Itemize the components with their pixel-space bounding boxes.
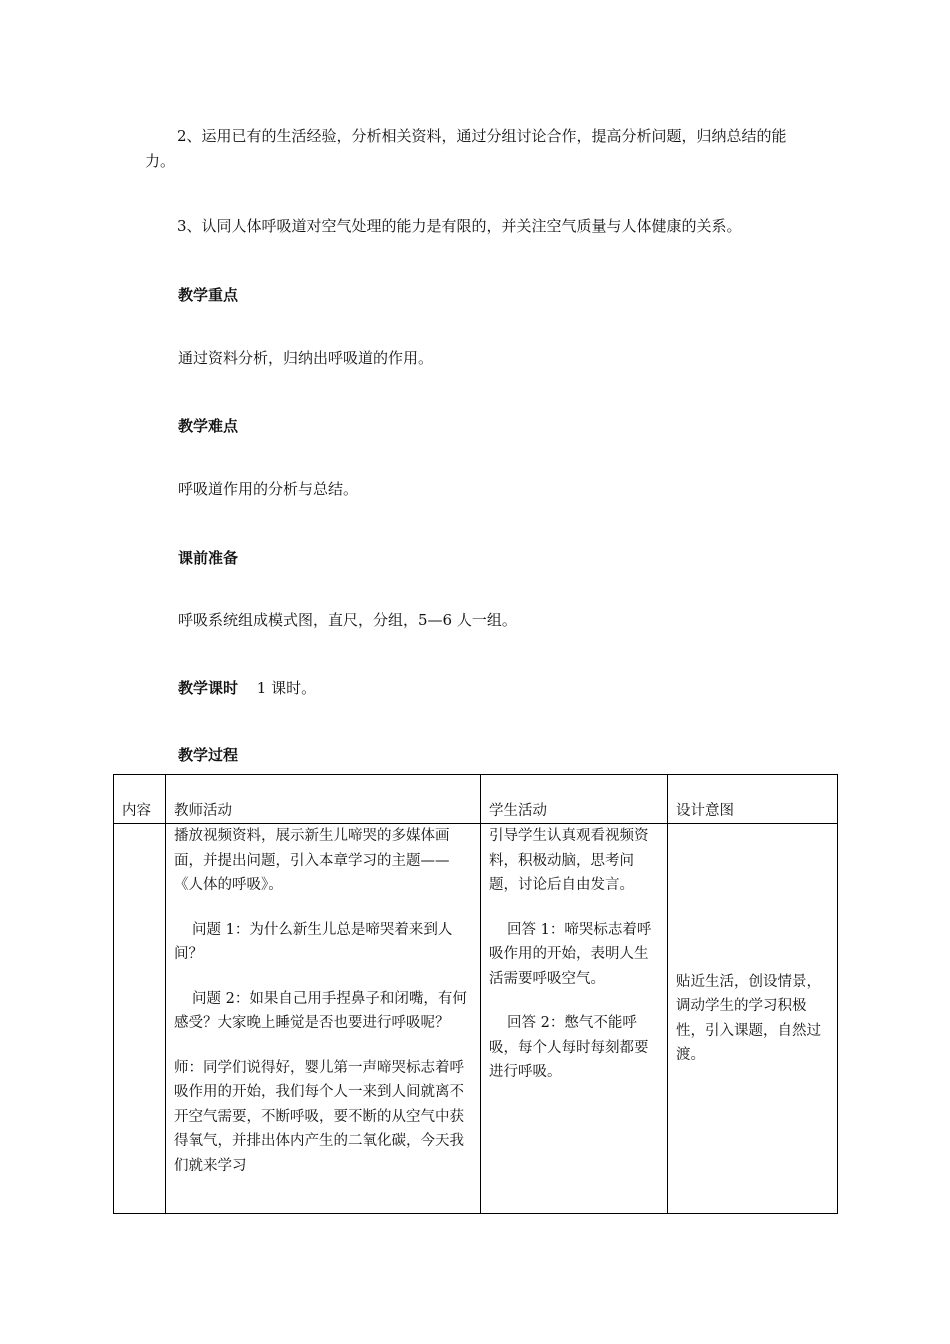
design-intent-text: 贴近生活，创设情景，调动学生的学习积极性，引入课题，自然过渡。: [676, 973, 821, 1063]
table-row: [114, 824, 838, 1214]
teacher-question-2: 问题 2：如果自己用手捏鼻子和闭嘴，有何感受？大家晚上睡觉是否也要进行呼吸呢？: [174, 990, 467, 1031]
teacher-activity-cell: [166, 824, 481, 1214]
student-answer-1: 回答 1：啼哭标志着呼吸作用的开始，表明人生活需要呼吸空气。: [489, 921, 652, 987]
hours-heading: 教学课时: [178, 679, 239, 697]
process-heading: 教学过程: [178, 746, 239, 764]
design-intent-cell: [668, 824, 838, 1214]
teacher-intro: 播放视频资料，展示新生儿啼哭的多媒体画面，并提出问题，引入本章学习的主题——《人体的呼吸》。: [174, 828, 450, 893]
teacher-question-1: 问题 1：为什么新生儿总是啼哭着来到人间？: [174, 921, 453, 962]
teacher-summary: 师：同学们说得好，婴儿第一声啼哭标志着呼吸作用的开始，我们每个人一来到人间就离不开空气需要，不断呼吸，要不断的从空气中获得氧气，并排出体内产生的二氧化碳，今天我们就来学习: [174, 1059, 464, 1174]
objective-2: 2、运用已有的生活经验，分析相关资料，通过分组讨论合作，提高分析问题，归纳总结的能力。: [145, 127, 787, 170]
table-header-row: [114, 775, 838, 824]
student-answer-2: 回答 2：憋气不能呼吸，每个人每时每刻都要进行呼吸。: [489, 1015, 649, 1080]
hours-text: 1 课时。: [256, 679, 317, 697]
difficulty-heading: 教学难点: [178, 417, 239, 435]
focus-text: 通过资料分析，归纳出呼吸道的作用。: [178, 349, 434, 367]
hours-line: [178, 677, 316, 698]
header-content: 内容: [114, 775, 166, 824]
focus-heading: 教学重点: [178, 286, 239, 304]
header-design-intent: 设计意图: [668, 775, 838, 824]
teaching-process-table: [113, 774, 838, 1214]
header-teacher-activity: 教师活动: [166, 775, 481, 824]
content-cell: [114, 824, 166, 1214]
objective-3: 3、认同人体呼吸道对空气处理的能力是有限的，并关注空气质量与人体健康的关系。: [177, 217, 742, 235]
prep-text: 呼吸系统组成模式图，直尺，分组，5—6 人一组。: [178, 611, 517, 629]
difficulty-text: 呼吸道作用的分析与总结。: [178, 480, 359, 498]
student-activity-cell: [481, 824, 668, 1214]
header-student-activity: 学生活动: [481, 775, 668, 824]
prep-heading: 课前准备: [178, 549, 239, 567]
student-guidance: 引导学生认真观看视频资料，积极动脑，思考问题，讨论后自由发言。: [489, 828, 649, 893]
